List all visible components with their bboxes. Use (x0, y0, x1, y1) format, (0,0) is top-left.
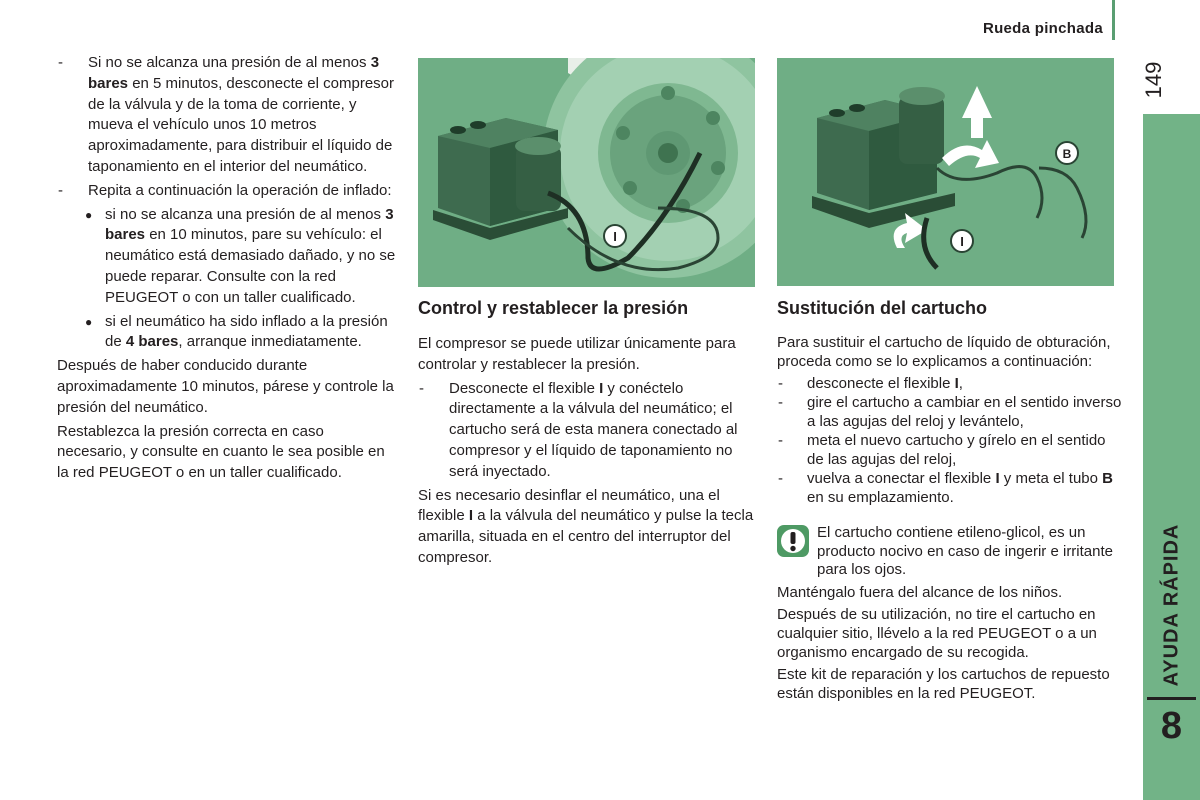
chapter-label-text: AYUDA RÁPIDA (1160, 523, 1182, 687)
figure-label-i: I (613, 229, 617, 244)
paragraph-compressor-use: El compresor se puede utilizar únicamente para controlar y restablecer la presión. (418, 335, 736, 373)
figure-compressor-wheel (418, 58, 755, 287)
paragraph-after-driving: Después de haber conducido durante aproximadamente 10 minutos, párese y controle la presión del neumático. (57, 357, 394, 416)
header-divider (1112, 0, 1115, 40)
chapter-number: 8 (1160, 705, 1183, 747)
compressor-wheel-illustration (418, 58, 755, 287)
warning-text: El cartucho contiene etileno-glicol, es un producto nocivo en caso de ingerir e irritante para los ojos. (817, 524, 1114, 578)
paragraph-disposal: Después de su utilización, no tire el cartucho en cualquier sitio, llévelo a la red PEUGEOT o a un organismo encargado de su recogida. (777, 605, 1097, 661)
paragraph-deflate: Si es necesario desinflar el neumático, una el flexible I a la válvula del neumático y pulse la tecla amarilla, situada en el centro del interruptor del compresor. (418, 486, 754, 566)
dash-item-reconnect: - vuelva a conectar el flexible I y meta el tubo B en su emplazamiento. (777, 469, 1122, 507)
bullet-item-not-reached: ● si no se alcanza una presión de al menos 3 bares en 10 minutos, pare su vehículo: el neumático está demasiado dañado, y no se puede reparar. Consulte con la red PEUGEOT o con un taller cualificado. (57, 205, 397, 309)
figure-cartridge-replacement (777, 58, 1114, 286)
dash-item-turn-cartridge: - gire el cartucho a cambiar en el sentido inverso a las agujas del reloj y levántelo, (777, 393, 1122, 431)
cartridge-illustration (777, 58, 1114, 286)
paragraph-restore-pressure: Restablezca la presión correcta en caso necesario, y consulte en cuanto le sea posible en la red PEUGEOT o en un taller cualificado. (57, 422, 385, 482)
column-left (57, 53, 397, 487)
running-header: Rueda pinchada (982, 20, 1103, 37)
paragraph-cartridge-intro: Para sustituir el cartucho de líquido de obturación, proceda como se lo explicamos a continuación: (777, 334, 1111, 370)
chapter-tab-divider (1147, 697, 1196, 700)
dash-item-disconnect: - desconecte el flexible I, (777, 374, 1122, 393)
figure-label-b: B (1062, 147, 1072, 161)
bullet-item-inflated: ● si el neumático ha sido inflado a la presión de 4 bares, arranque inmediatamente. (57, 312, 397, 354)
figure-label-i: I (960, 234, 964, 249)
dash-item-low-pressure: - Si no se alcanza una presión de al menos 3 bares en 5 minutos, desconecte el compresor de la válvula y de la toma de corriente, y mueva el vehículo unos 10 metros aproximadamente, para distribuir el líquido de taponamiento en el interior del neumático. (57, 53, 397, 178)
dash-item-disconnect-hose: - Desconecte el flexible I y conéctelo directamente a la válvula del neumático; el cartucho será de esta manera conectado al compresor y el líquido de taponamiento no será inyectado. (418, 379, 758, 483)
section-title-cartridge: Sustitución del cartucho (777, 298, 988, 318)
dash-item-repeat-inflation: - Repita a continuación la operación de inflado: (57, 181, 397, 202)
column-middle (418, 296, 758, 572)
paragraph-keep-away: Manténgalo fuera del alcance de los niños. (777, 583, 1063, 601)
chapter-tab-label (1143, 520, 1200, 690)
dash-item-new-cartridge: - meta el nuevo cartucho y gírelo en el sentido de las agujas del reloj, (777, 431, 1122, 469)
paragraph-availability: Este kit de reparación y los cartuchos de repuesto están disponibles en la red PEUGEOT. (777, 665, 1110, 702)
page-number: 149 (1141, 61, 1166, 99)
section-title-pressure: Control y restablecer la presión (418, 298, 689, 318)
warning-notice (777, 524, 1122, 580)
column-right (777, 296, 1122, 706)
warning-icon (777, 525, 809, 557)
